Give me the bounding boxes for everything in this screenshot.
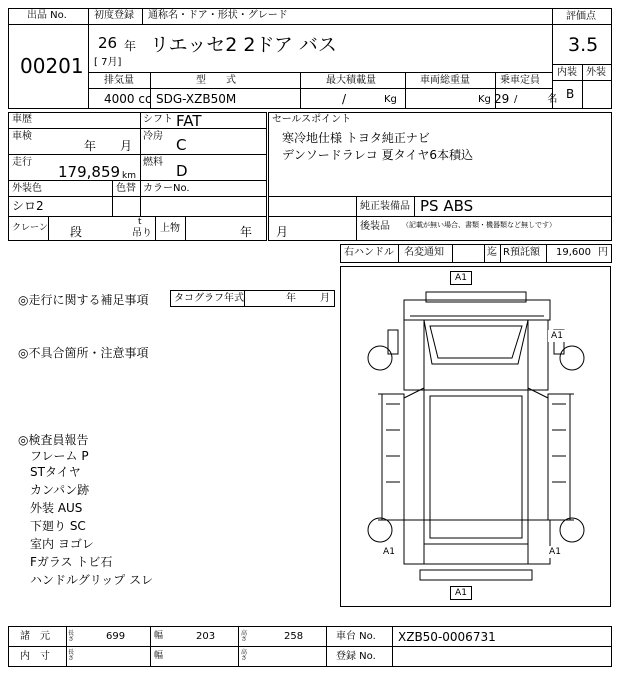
lift-month: 月 (276, 225, 289, 239)
exterior-label: 外装 (586, 67, 606, 78)
color-change-label: 色替 (116, 183, 136, 194)
equip-label: 純正装備品 (360, 201, 410, 212)
fuel-value: D (176, 162, 188, 180)
first-reg-label: 初度登録 (94, 10, 134, 21)
wid-label: 幅 (154, 631, 164, 641)
report-item: 外装 AUS (30, 501, 83, 515)
name-change-label: 名変通知 (404, 247, 444, 258)
shift-label: シフト (143, 114, 173, 125)
reg-month: [ 7月] (94, 57, 122, 68)
recycle-value: 19,600 (556, 247, 591, 258)
damage-mark-right-rear: A1 (546, 546, 564, 558)
deadline-label: 迄 (487, 247, 497, 258)
max-load-label: 最大積載量 (326, 75, 376, 86)
lift-label: 上物 (160, 223, 180, 234)
shift-value: FAT (176, 112, 202, 130)
hgt-label: 高さ (241, 630, 248, 643)
mileage-unit: km (122, 171, 136, 181)
crane-hang: 吊り (132, 228, 152, 239)
lot-no-label: 出品 No. (27, 10, 67, 21)
inspection-month: 月 (120, 139, 133, 153)
ext-color-label: 外装色 (12, 183, 42, 194)
report-item: Fガラス トビ石 (30, 555, 113, 569)
report-item: 室内 ヨゴレ (30, 537, 94, 551)
equip-value: PS ABS (420, 197, 474, 215)
max-load: / (342, 92, 347, 106)
reg-label: 登録 No. (336, 651, 376, 662)
mileage-value: 179,859 (58, 163, 121, 181)
damage-mark-rear: A1 (450, 586, 472, 600)
aftermarket-label: 後装品 (360, 221, 390, 232)
report-item: 下廻り SC (30, 519, 86, 533)
crane-tier: 段 (70, 225, 83, 239)
lift-year: 年 (240, 225, 253, 239)
defects-heading: ◎不具合箇所・注意事項 (18, 346, 149, 360)
tacho-label: タコグラフ年式 (174, 293, 244, 304)
chassis-value: XZB50-0006731 (398, 630, 496, 644)
score-label: 評価点 (566, 11, 596, 22)
height-value: 258 (284, 631, 304, 642)
crane-ton: t (138, 217, 142, 227)
displacement-label: 排気量 (104, 75, 134, 86)
len-label: 長さ (68, 630, 75, 643)
aftermarket-note: （記載が無い場合、書類・機器類など無しです） (402, 221, 556, 229)
capacity-unit: / 名 (514, 94, 558, 105)
gross-weight-label: 車両総重量 (420, 75, 470, 86)
recycle-label: R預託額 (503, 247, 540, 258)
sales-line-2: デンソードラレコ 夏タイヤ6本積込 (282, 148, 473, 162)
crane-label: クレーン (12, 223, 48, 233)
supplement-heading: ◎走行に関する補足事項 (18, 293, 149, 307)
gross-weight-unit: Kg (478, 94, 491, 105)
ac-value: C (176, 136, 187, 154)
report-item: ハンドルグリップ スレ (30, 573, 154, 587)
inspection-year: 年 (84, 139, 97, 153)
reg-year: 26 (98, 34, 118, 52)
fuel-label: 燃料 (143, 157, 163, 168)
sales-line-1: 寒冷地仕様 トヨタ純正ナビ (282, 131, 430, 145)
hgt-label-inner: 高さ (241, 649, 248, 662)
model-code-label: 型 式 (196, 75, 236, 86)
interior-label: 内装 (557, 67, 577, 78)
report-item: STタイヤ (30, 465, 81, 479)
sales-title: セールスポイント (272, 114, 352, 125)
inspection-label: 車検 (12, 131, 32, 142)
report-item: カンパン跡 (30, 483, 90, 497)
capacity: 29 (494, 92, 510, 106)
ac-label: 冷房 (143, 131, 163, 142)
displacement: 4000 cc (104, 92, 152, 106)
max-load-unit: Kg (384, 94, 397, 105)
inspector-heading: ◎検査員報告 (18, 433, 89, 447)
lot-no: 00201 (20, 54, 84, 78)
rhd-label: 右ハンドル (344, 247, 394, 258)
history-label: 車歴 (12, 114, 32, 125)
reg-year-unit: 年 (124, 39, 137, 53)
length-value: 699 (106, 631, 126, 642)
width-value: 203 (196, 631, 216, 642)
wid-label-inner: 幅 (154, 651, 164, 661)
car-name: リエッセ2 2ドア バス (150, 34, 337, 56)
mileage-label: 走行 (12, 157, 32, 168)
inner-label: 内 寸 (20, 651, 50, 662)
len-label-inner: 長さ (68, 649, 75, 662)
tacho-year: 年 (286, 293, 296, 304)
ext-color-value: シロ2 (12, 199, 44, 213)
interior-grade: B (566, 87, 575, 101)
model-code: SDG-XZB50M (156, 92, 237, 106)
score-value: 3.5 (568, 34, 599, 56)
model-label: 通称名・ドア・形状・グレード (148, 10, 288, 21)
report-item: フレーム P (30, 449, 89, 463)
damage-mark-front: A1 (450, 271, 472, 285)
recycle-yen: 円 (598, 247, 608, 258)
capacity-label: 乗車定員 (500, 75, 540, 86)
chassis-label: 車台 No. (336, 631, 376, 642)
color-no-label: カラーNo. (143, 183, 190, 194)
damage-mark-left-rear: A1 (380, 546, 398, 558)
damage-mark-right-front: A1 (548, 330, 566, 342)
tacho-month: 月 (320, 293, 330, 304)
dim-label: 諸 元 (20, 631, 50, 642)
